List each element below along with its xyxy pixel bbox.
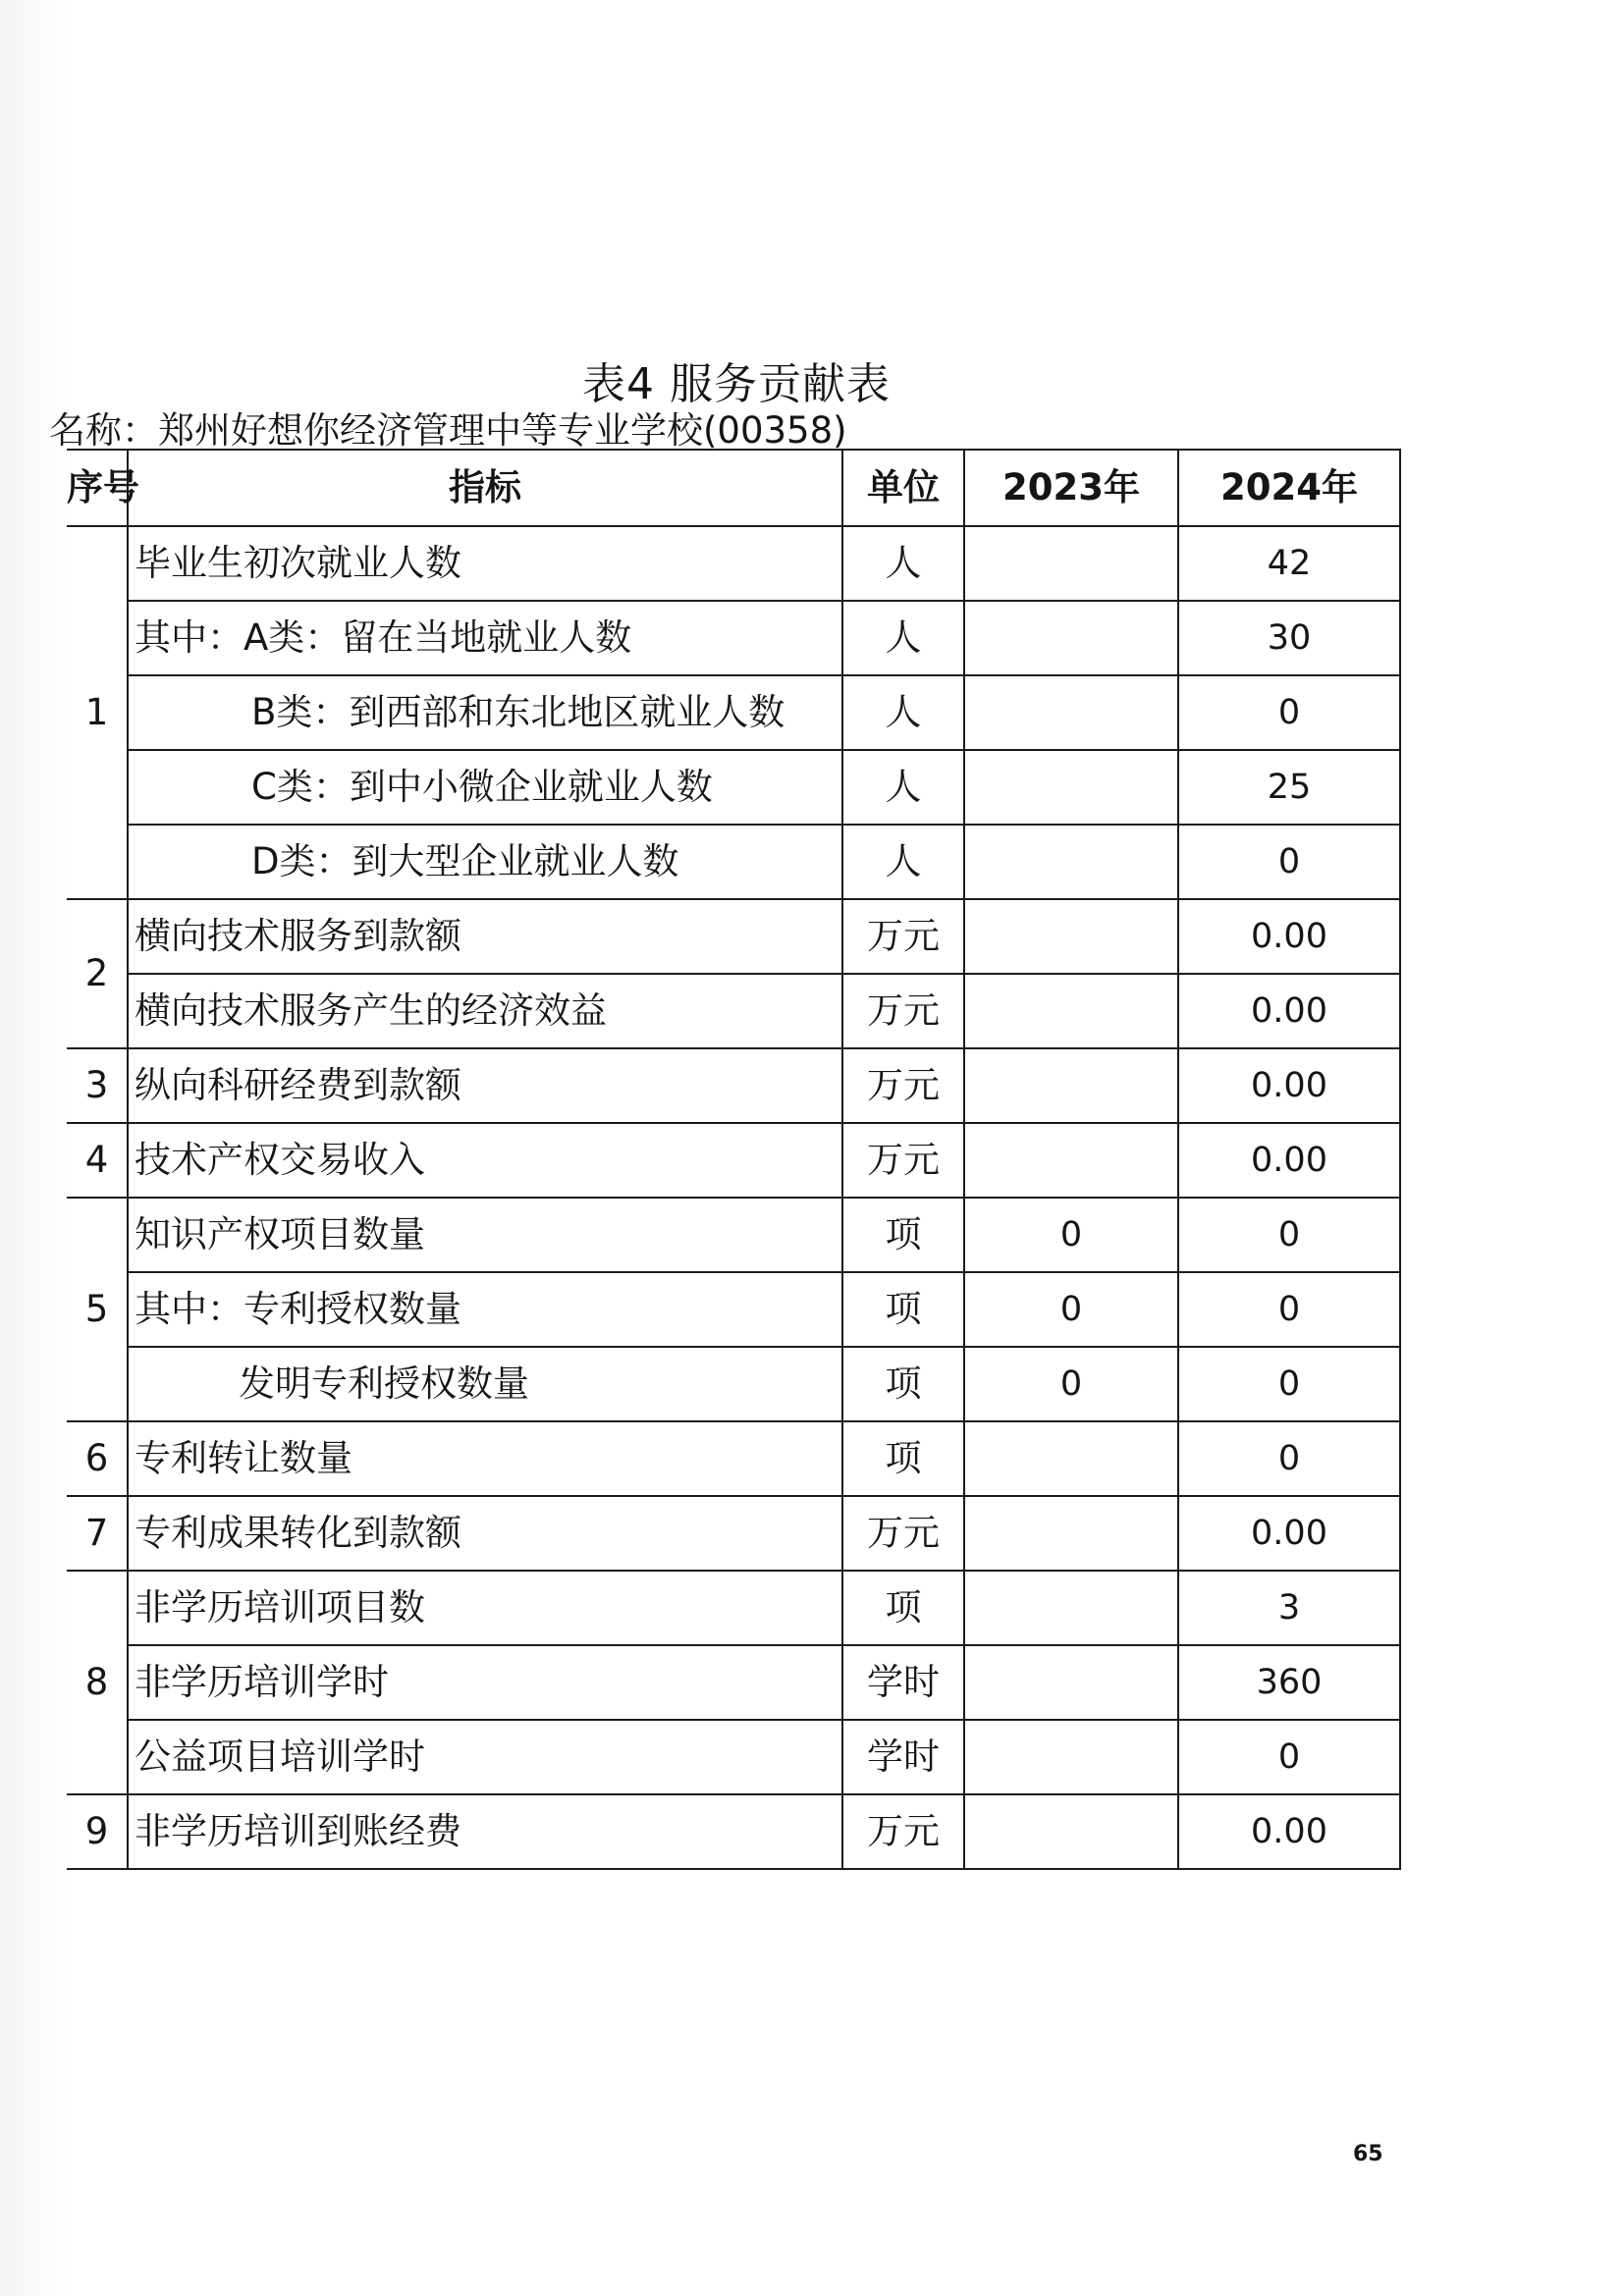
row-indicator: 横向技术服务到款额 <box>128 899 842 974</box>
table-row <box>67 675 1400 750</box>
row-value-2024: 0.00 <box>1178 1123 1400 1198</box>
row-value-2023 <box>964 1496 1178 1571</box>
row-seq: 9 <box>67 1794 128 1869</box>
row-value-2024: 0 <box>1178 1272 1400 1347</box>
row-value-2024: 0 <box>1178 1421 1400 1496</box>
table-title: 表4 服务贡献表 <box>582 359 891 409</box>
table-row <box>67 1198 1400 1272</box>
row-seq: 5 <box>67 1198 128 1421</box>
row-value-2023 <box>964 601 1178 675</box>
row-unit: 万元 <box>842 1123 964 1198</box>
row-seq: 3 <box>67 1048 128 1123</box>
row-value-2024: 30 <box>1178 601 1400 675</box>
row-value-2023 <box>964 1645 1178 1720</box>
table-row <box>67 899 1400 974</box>
row-unit: 人 <box>842 601 964 675</box>
row-value-2023 <box>964 1421 1178 1496</box>
row-value-2024: 0 <box>1178 675 1400 750</box>
row-value-2023: 0 <box>964 1272 1178 1347</box>
scan-shadow <box>0 0 69 2296</box>
row-value-2024: 360 <box>1178 1645 1400 1720</box>
row-unit: 项 <box>842 1421 964 1496</box>
row-unit: 万元 <box>842 1048 964 1123</box>
row-unit: 人 <box>842 750 964 825</box>
page-number: 65 <box>1353 2142 1383 2166</box>
row-value-2023 <box>964 526 1178 601</box>
table-row <box>67 1048 1400 1123</box>
row-indicator: 非学历培训到账经费 <box>128 1794 842 1869</box>
row-unit: 项 <box>842 1272 964 1347</box>
row-value-2024: 0 <box>1178 1720 1400 1794</box>
row-indicator: 横向技术服务产生的经济效益 <box>128 974 842 1048</box>
table-row <box>67 750 1400 825</box>
row-indicator: 公益项目培训学时 <box>128 1720 842 1794</box>
row-indicator: 非学历培训项目数 <box>128 1571 842 1645</box>
table-row <box>67 974 1400 1048</box>
row-indicator: 知识产权项目数量 <box>128 1198 842 1272</box>
service-contribution-table <box>67 449 1401 1870</box>
school-name-line: 名称：郑州好想你经济管理中等专业学校(00358) <box>49 409 847 452</box>
row-value-2023 <box>964 825 1178 899</box>
row-unit: 万元 <box>842 1794 964 1869</box>
row-seq: 7 <box>67 1496 128 1571</box>
row-value-2024: 0.00 <box>1178 1048 1400 1123</box>
row-unit: 人 <box>842 675 964 750</box>
row-value-2024: 0 <box>1178 825 1400 899</box>
table-row <box>67 1720 1400 1794</box>
table-row <box>67 1421 1400 1496</box>
table-row <box>67 825 1400 899</box>
row-seq: 8 <box>67 1571 128 1794</box>
row-value-2023 <box>964 675 1178 750</box>
table-row <box>67 1496 1400 1571</box>
row-indicator: 技术产权交易收入 <box>128 1123 842 1198</box>
row-value-2023 <box>964 1123 1178 1198</box>
row-seq: 1 <box>67 526 128 899</box>
row-value-2023 <box>964 974 1178 1048</box>
table-row <box>67 1794 1400 1869</box>
row-indicator: 专利转让数量 <box>128 1421 842 1496</box>
row-indicator: 其中：A类：留在当地就业人数 <box>128 601 842 675</box>
row-unit: 万元 <box>842 1496 964 1571</box>
row-indicator: B类：到西部和东北地区就业人数 <box>128 675 842 750</box>
row-seq: 4 <box>67 1123 128 1198</box>
row-unit: 万元 <box>842 974 964 1048</box>
row-seq: 2 <box>67 899 128 1048</box>
table-row <box>67 1272 1400 1347</box>
row-indicator: C类：到中小微企业就业人数 <box>128 750 842 825</box>
row-value-2023 <box>964 1571 1178 1645</box>
header-row <box>67 450 1400 526</box>
row-unit: 项 <box>842 1347 964 1421</box>
row-value-2024: 0.00 <box>1178 899 1400 974</box>
row-value-2023 <box>964 1048 1178 1123</box>
row-indicator: 毕业生初次就业人数 <box>128 526 842 601</box>
header-2023: 2023年 <box>964 450 1178 526</box>
row-value-2024: 42 <box>1178 526 1400 601</box>
row-unit: 项 <box>842 1571 964 1645</box>
row-indicator: 发明专利授权数量 <box>128 1347 842 1421</box>
header-2024: 2024年 <box>1178 450 1400 526</box>
table-row <box>67 526 1400 601</box>
row-unit: 万元 <box>842 899 964 974</box>
table-row <box>67 1123 1400 1198</box>
row-indicator: D类：到大型企业就业人数 <box>128 825 842 899</box>
row-value-2024: 0.00 <box>1178 974 1400 1048</box>
row-unit: 项 <box>842 1198 964 1272</box>
row-unit: 人 <box>842 825 964 899</box>
table-row <box>67 601 1400 675</box>
row-indicator: 纵向科研经费到款额 <box>128 1048 842 1123</box>
header-indicator: 指标 <box>128 450 842 526</box>
table-row <box>67 1571 1400 1645</box>
row-value-2024: 0 <box>1178 1347 1400 1421</box>
row-value-2024: 3 <box>1178 1571 1400 1645</box>
table-row <box>67 1347 1400 1421</box>
row-value-2023: 0 <box>964 1347 1178 1421</box>
row-seq: 6 <box>67 1421 128 1496</box>
row-value-2024: 0 <box>1178 1198 1400 1272</box>
row-value-2023 <box>964 750 1178 825</box>
row-value-2024: 0.00 <box>1178 1496 1400 1571</box>
row-value-2023 <box>964 1720 1178 1794</box>
row-indicator: 非学历培训学时 <box>128 1645 842 1720</box>
row-unit: 学时 <box>842 1720 964 1794</box>
table-row <box>67 1645 1400 1720</box>
header-seq: 序号 <box>67 450 128 526</box>
row-value-2024: 25 <box>1178 750 1400 825</box>
row-value-2023: 0 <box>964 1198 1178 1272</box>
row-value-2023 <box>964 899 1178 974</box>
row-unit: 人 <box>842 526 964 601</box>
row-unit: 学时 <box>842 1645 964 1720</box>
row-value-2023 <box>964 1794 1178 1869</box>
row-value-2024: 0.00 <box>1178 1794 1400 1869</box>
header-unit: 单位 <box>842 450 964 526</box>
row-indicator: 其中：专利授权数量 <box>128 1272 842 1347</box>
row-indicator: 专利成果转化到款额 <box>128 1496 842 1571</box>
